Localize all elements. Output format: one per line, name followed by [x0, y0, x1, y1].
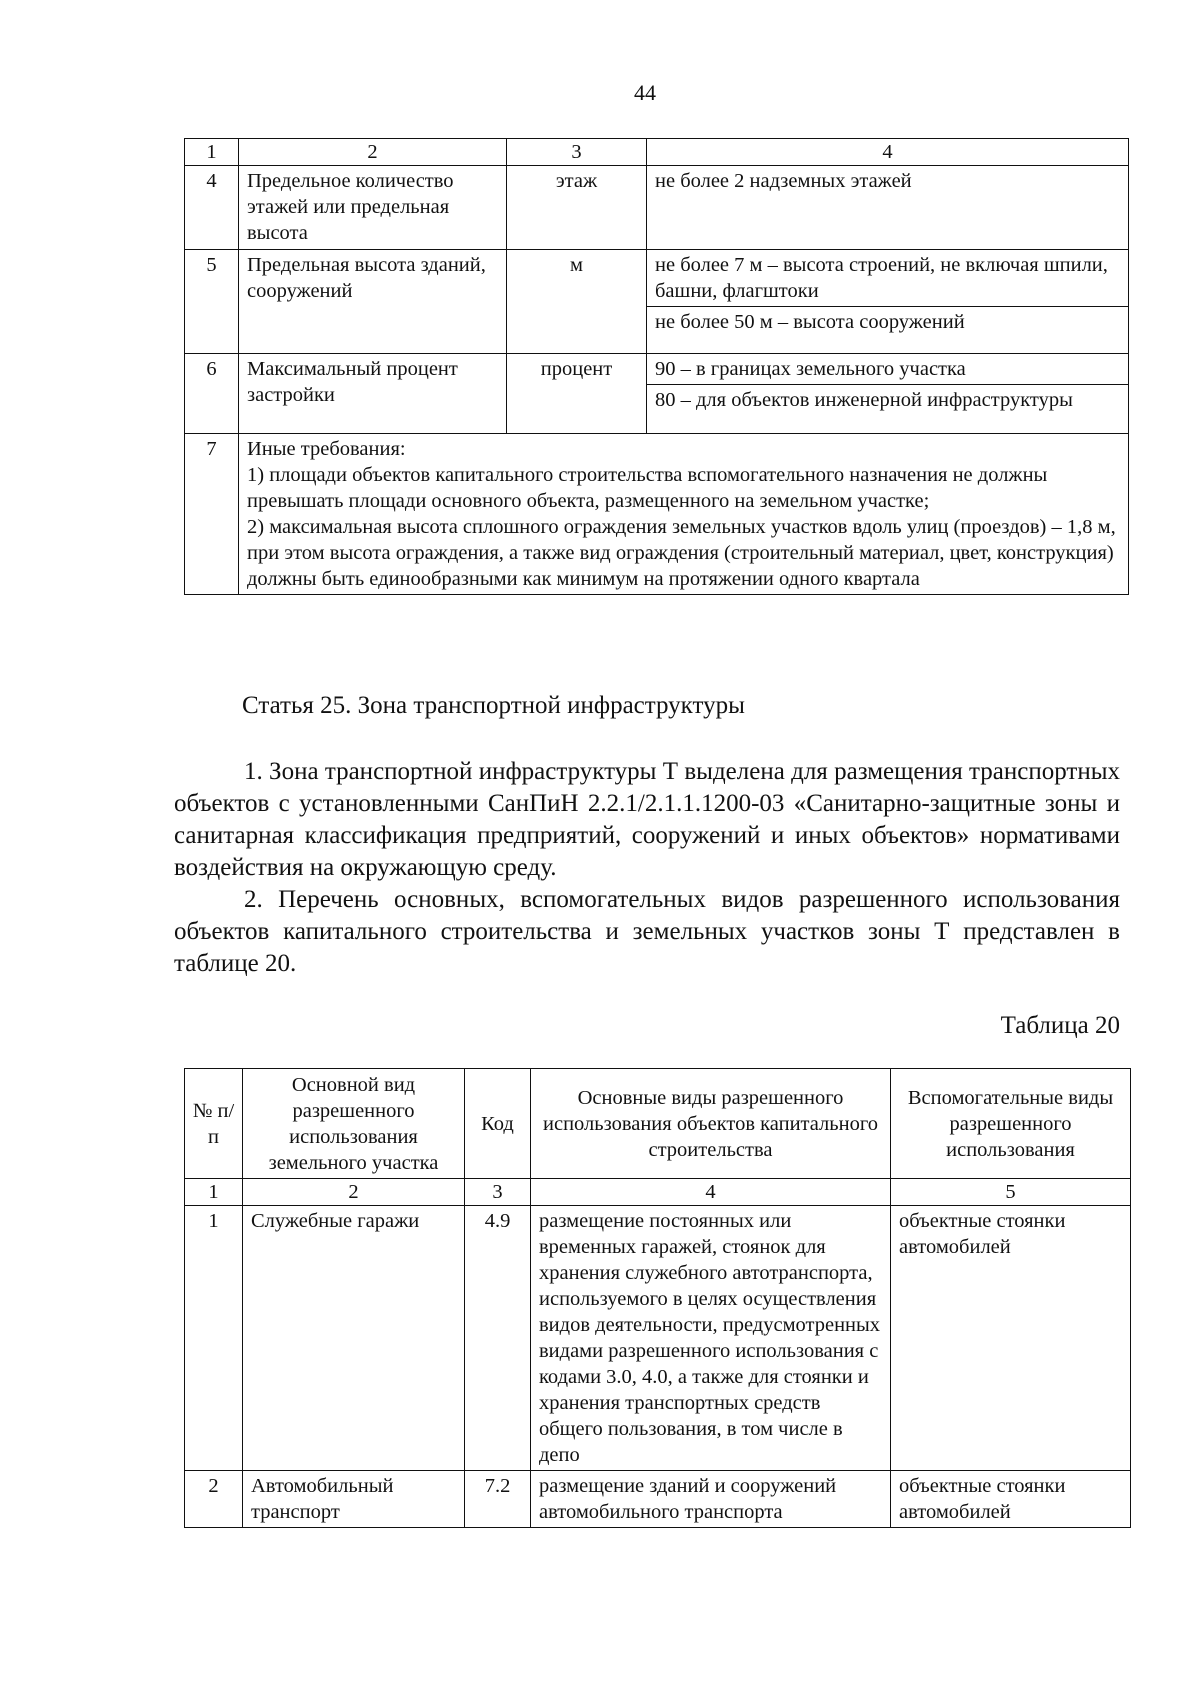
- page-number: 44: [634, 80, 656, 105]
- requirements-title: Иные требования:: [247, 438, 406, 460]
- header-aux-uses: Вспомогательные виды разрешенного использования: [891, 1069, 1131, 1179]
- value-cell: не более 2 надземных этажей: [647, 166, 1129, 250]
- column-number: 4: [531, 1179, 891, 1206]
- permitted-use-table: [184, 1068, 1131, 1528]
- main-uses-cell: размещение зданий и сооружений автомобильного транспорта: [531, 1471, 891, 1528]
- unit-cell: процент: [507, 354, 647, 434]
- code-cell: 4.9: [465, 1206, 531, 1471]
- table-header-row: [185, 139, 1129, 166]
- column-numbers-row: [185, 1179, 1131, 1206]
- row-number: 4: [185, 166, 239, 250]
- code-cell: 7.2: [465, 1471, 531, 1528]
- column-number: 3: [465, 1179, 531, 1206]
- column-number: 2: [239, 139, 507, 166]
- parameter-name: Максимальный процент застройки: [239, 354, 507, 434]
- zone-parameters-table: [184, 138, 1129, 595]
- table-row: [185, 250, 1129, 354]
- header-code: Код: [465, 1069, 531, 1179]
- table-header-row: [185, 1069, 1131, 1179]
- value-line: 90 – в границах земельного участка: [647, 354, 1128, 385]
- column-number: 3: [507, 139, 647, 166]
- value-line: 80 – для объектов инженерной инфраструктуры: [655, 389, 1073, 411]
- parameter-name: Предельная высота зданий, сооружений: [239, 250, 507, 354]
- other-requirements-cell: [239, 434, 1129, 595]
- main-uses-cell: размещение постоянных или временных гаражей, стоянок для хранения служебного автотранспорта, используемого в целях осуществления видов деятельности, предусмотренных видами разрешенного использования с кодами 3.0, 4.0, а также для стоянки и хранения транспортных средств общего пользования, в том числе в депо: [531, 1206, 891, 1471]
- value-line: не более 7 м – высота строений, не включая шпили, башни, флагштоки: [647, 250, 1128, 307]
- requirement-item: 2) максимальная высота сплошного ограждения земельных участков вдоль улиц (проездов) – 1,8 м, при этом высота ограждения, а также вид ограждения (строительный материал, цвет, конструкция) должны быть единообразными как минимум на протяжении одного квартала: [247, 516, 1116, 590]
- column-number: 1: [185, 139, 239, 166]
- column-number: 2: [243, 1179, 465, 1206]
- requirement-item: 1) площади объектов капитального строительства вспомогательного назначения не должны превышать площади основного объекта, размещенного на земельном участке;: [247, 464, 1048, 512]
- table-caption: Таблица 20: [1000, 1012, 1120, 1039]
- aux-uses-cell: объектные стоянки автомобилей: [891, 1471, 1131, 1528]
- header-main-kind: Основной вид разрешенного использования земельного участка: [243, 1069, 465, 1179]
- value-cell: [647, 354, 1129, 434]
- row-number: 2: [185, 1471, 243, 1528]
- unit-cell: м: [507, 250, 647, 354]
- table-row: [185, 1206, 1131, 1471]
- column-number: 1: [185, 1179, 243, 1206]
- row-number: 6: [185, 354, 239, 434]
- value-cell: [647, 250, 1129, 354]
- paragraph: 2. Перечень основных, вспомогательных видов разрешенного использования объектов капитального строительства и земельных участков зоны Т представлен в таблице 20.: [174, 886, 1120, 977]
- column-number: 5: [891, 1179, 1131, 1206]
- row-number: 7: [185, 434, 239, 595]
- row-number: 5: [185, 250, 239, 354]
- row-number: 1: [185, 1206, 243, 1471]
- table-row: [185, 354, 1129, 434]
- main-kind-cell: Служебные гаражи: [243, 1206, 465, 1471]
- paragraph: 1. Зона транспортной инфраструктуры Т выделена для размещения транспортных объектов с установленными СанПиН 2.2.1/2.1.1.1200-03 «Санитарно-защитные зоны и санитарная классификация предприятий, сооружений и иных объектов» нормативами воздействия на окружающую среду.: [174, 758, 1120, 881]
- table-row: [185, 1471, 1131, 1528]
- table-row: [185, 434, 1129, 595]
- table-row: [185, 166, 1129, 250]
- value-line: не более 50 м – высота сооружений: [655, 311, 965, 333]
- aux-uses-cell: объектные стоянки автомобилей: [891, 1206, 1131, 1471]
- unit-cell: этаж: [507, 166, 647, 250]
- parameter-name: Предельное количество этажей или предельная высота: [239, 166, 507, 250]
- header-number: № п/п: [185, 1069, 243, 1179]
- article-heading: Статья 25. Зона транспортной инфраструктуры: [242, 692, 745, 719]
- column-number: 4: [647, 139, 1129, 166]
- header-main-uses: Основные виды разрешенного использования объектов капитального строительства: [531, 1069, 891, 1179]
- main-kind-cell: Автомобильный транспорт: [243, 1471, 465, 1528]
